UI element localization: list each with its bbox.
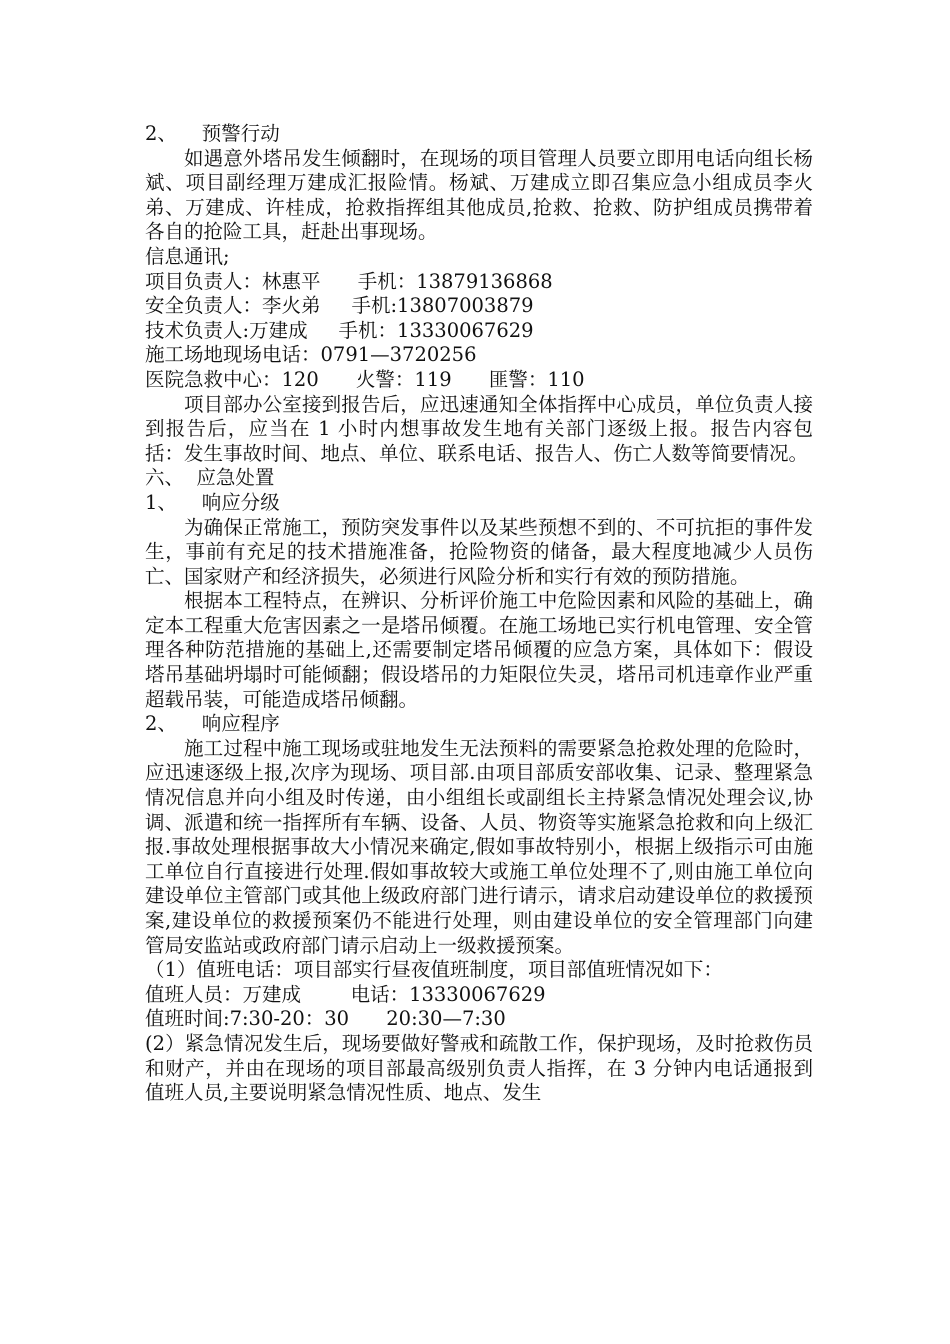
duty-time-line: 值班时间:7:30-20：30 20:30—7:30 bbox=[145, 1007, 506, 1031]
paragraph-report: 项目部办公室接到报告后，应迅速通知全体指挥中心成员，单位负责人接到报告后，应当在 1 小时内想事故发生地有关部门逐级上报。报告内容包括：发生事故时间、地点、单位、联系电话、报告人、伤亡人数等简要情况。 bbox=[145, 392, 813, 465]
document-page bbox=[145, 122, 813, 1106]
contact-tech-lead: 技术负责人:万建成 手机：13330067629 bbox=[145, 318, 534, 342]
duty-phone-line: （1）值班电话：项目部实行昼夜值班制度，项目部值班情况如下： bbox=[145, 958, 723, 982]
paragraph-hazard: 根据本工程特点，在辨识、分析评价施工中危险因素和风险的基础上，确定本工程重大危害因素之一是塔吊倾覆。在施工场地已实行机电管理、安全管理各种防范措施的基础上,还需要制定塔吊倾覆的应急方案，具体如下：假设塔吊基础坍塌时可能倾翻；假设塔吊的力矩限位失灵，塔吊司机违章作业严重超载吊装，可能造成塔吊倾翻。 bbox=[145, 589, 813, 711]
contact-heading: 信息通讯; bbox=[145, 244, 230, 268]
section-heading-response-procedure: 2、 响应程序 bbox=[145, 712, 280, 736]
section-heading-emergency: 六、 应急处置 bbox=[145, 466, 275, 490]
paragraph-procedure: 施工过程中施工现场或驻地发生无法预料的需要紧急抢救处理的危险时，应迅速逐级上报,次序为现场、项目部.由项目部质安部收集、记录、整理紧急情况信息并向小组及时传递，由小组组长或副组长主持紧急情况处理会议,协调、派遣和统一指挥所有车辆、设备、人员、物资等实施紧急抢救和向上级汇报.事故处理根据事故大小情况来确定,假如事故特别小，根据上级指示可由施工单位自行直接进行处理.假如事故较大或施工单位处理不了,则由施工单位向建设单位主管部门或其他上级政府部门进行请示，请求启动建设单位的救援预案,建设单位的救援预案仍不能进行处理，则由建设单位的安全管理部门向建管局安监站或政府部门请示启动上一级救援预案。 bbox=[145, 736, 813, 957]
paragraph-warning-action: 如遇意外塔吊发生倾翻时，在现场的项目管理人员要立即用电话向组长杨斌、项目副经理万建成汇报险情。杨斌、万建成立即召集应急小组成员李火弟、万建成、许桂成，抢救指挥组其他成员,抢救、抢救、防护组成员携带着各自的抢险工具，赶赴出事现场。 bbox=[145, 146, 813, 244]
section-heading-response-level: 1、 响应分级 bbox=[145, 490, 280, 514]
section-heading-warning: 2、 预警行动 bbox=[145, 122, 280, 145]
paragraph-emergency-occurred: (2）紧急情况发生后，现场要做好警戒和疏散工作，保护现场，及时抢救伤员和财产，并由在现场的项目部最高级别负责人指挥，在 3 分钟内电话通报到值班人员,主要说明紧急情况性质、地点、发生 bbox=[145, 1031, 813, 1105]
duty-person-line: 值班人员：万建成 电话：13330067629 bbox=[145, 982, 546, 1006]
contact-safety-lead: 安全负责人：李火弟 手机:13807003879 bbox=[145, 294, 534, 318]
contact-emergency-numbers: 医院急救中心：120 火警：119 匪警：110 bbox=[145, 367, 585, 391]
paragraph-prevention: 为确保正常施工，预防突发事件以及某些预想不到的、不可抗拒的事件发生，事前有充足的技术措施准备，抢险物资的储备，最大程度地减少人员伤亡、国家财产和经济损失，必须进行风险分析和实行有效的预防措施。 bbox=[145, 515, 813, 588]
contact-site-phone: 施工场地现场电话：0791—3720256 bbox=[145, 343, 477, 367]
contact-project-lead: 项目负责人：林惠平 手机：13879136868 bbox=[145, 269, 553, 293]
